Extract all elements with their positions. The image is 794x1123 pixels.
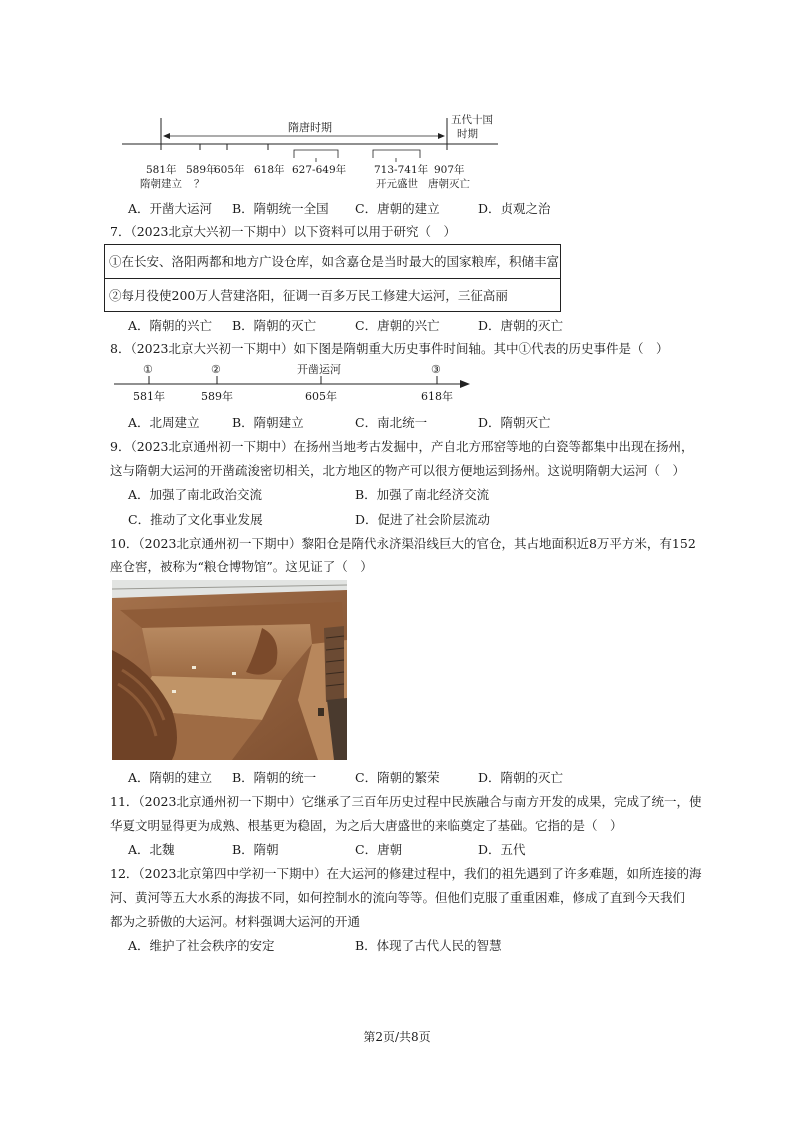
page-footer: 第2页/共8页 xyxy=(363,1030,431,1044)
q6-option-a[interactable]: A．开凿大运河 xyxy=(128,201,213,216)
q6-option-c[interactable]: C．唐朝的建立 xyxy=(355,201,440,216)
period-label: 隋唐时期 xyxy=(288,121,332,134)
q9-option-a[interactable]: A．加强了南北政治交流 xyxy=(128,487,263,502)
sui-events-timeline xyxy=(110,360,480,404)
tick-note-589: ？ xyxy=(194,178,205,190)
q10-stem-line-1: 10．（2023北京通州初一下期中）黎阳仓是隋代永济渠沿线巨大的官仓，其占地面积近8万平方米，有152 xyxy=(110,536,696,551)
q8-year-618: 618年 xyxy=(421,390,453,403)
q11-option-b[interactable]: B．隋朝 xyxy=(232,842,279,857)
q9-stem-line-2: 这与隋朝大运河的开凿疏浚密切相关，北方地区的物产可以很方便地运到扬州。这说明隋朝大运河（ ） xyxy=(110,463,686,478)
q8-mark-1: ① xyxy=(143,363,153,376)
q8-year-605: 605年 xyxy=(305,390,337,403)
right-label-2: 时期 xyxy=(457,128,478,140)
q11-stem-line-1: 11．（2023北京通州初一下期中）它继承了三百年历史过程中民族融合与南方开发的成果，完成了统一，使 xyxy=(110,794,702,809)
tick-year-627: 627-649年 xyxy=(292,164,347,176)
q6-option-d[interactable]: D．贞观之治 xyxy=(478,201,551,216)
tick-note-713: 开元盛世 xyxy=(376,178,418,190)
q7-option-a[interactable]: A．隋朝的兴亡 xyxy=(128,318,213,333)
q7-source-2: ②每月役使200万人营建洛阳，征调一百多万民工修建大运河，三征高丽 xyxy=(109,288,508,303)
liyang-granary-photo xyxy=(112,580,347,760)
q9-stem-line-1: 9．（2023北京通州初一下期中）在扬州当地考古发掘中，产自北方邢窑等地的白瓷等都集中出现在扬州， xyxy=(110,439,694,454)
q8-year-581: 581年 xyxy=(133,390,165,403)
q11-option-a[interactable]: A．北魏 xyxy=(128,842,175,857)
q6-option-b[interactable]: B．隋朝统一全国 xyxy=(232,201,329,216)
tick-year-605: 605年 xyxy=(214,164,245,176)
q8-option-c[interactable]: C．南北统一 xyxy=(355,415,428,430)
q8-option-b[interactable]: B．隋朝建立 xyxy=(232,415,304,430)
q10-option-b[interactable]: B．隋朝的统一 xyxy=(232,770,317,785)
tick-year-618: 618年 xyxy=(254,164,285,176)
q12-stem-line-1: 12．（2023北京第四中学初一下期中）在大运河的修建过程中，我们的祖先遇到了许多难题，如所连接的海 xyxy=(110,866,702,881)
right-label-1: 五代十国 xyxy=(451,114,493,126)
tick-year-581: 581年 xyxy=(146,164,177,176)
q9-option-c[interactable]: C．推动了文化事业发展 xyxy=(128,512,263,527)
q10-stem-line-2: 座仓窖，被称为“粮仓博物馆”。这见证了（ ） xyxy=(110,559,373,574)
q11-stem-line-2: 华夏文明显得更为成熟、根基更为稳固，为之后大唐盛世的来临奠定了基础。它指的是（ ） xyxy=(110,818,623,833)
q12-option-a[interactable]: A．维护了社会秩序的安定 xyxy=(128,938,275,953)
q8-stem: 8．（2023北京大兴初一下期中）如下图是隋朝重大历史事件时间轴。其中①代表的历史事件是（ ） xyxy=(110,341,669,356)
q8-option-d[interactable]: D．隋朝灭亡 xyxy=(478,415,551,430)
tick-year-907: 907年 xyxy=(434,164,465,176)
q7-stem: 7．（2023北京大兴初一下期中）以下资料可以用于研究（ ） xyxy=(110,224,457,239)
q7-option-d[interactable]: D．唐朝的灭亡 xyxy=(478,318,564,333)
q10-option-a[interactable]: A．隋朝的建立 xyxy=(128,770,213,785)
tick-year-713: 713-741年 xyxy=(374,164,429,176)
q7-source-1: ①在长安、洛阳两都和地方广设仓库，如含嘉仓是当时最大的国家粮库，积储丰富 xyxy=(105,245,560,279)
q7-option-c[interactable]: C．唐朝的兴亡 xyxy=(355,318,440,333)
sui-tang-timeline xyxy=(120,110,510,192)
tick-note-581: 隋朝建立 xyxy=(140,178,182,190)
q7-option-b[interactable]: B．隋朝的灭亡 xyxy=(232,318,317,333)
q9-option-b[interactable]: B．加强了南北经济交流 xyxy=(355,487,490,502)
tick-note-907: 唐朝灭亡 xyxy=(428,178,470,190)
q11-option-d[interactable]: D．五代 xyxy=(478,842,526,857)
q8-option-a[interactable]: A．北周建立 xyxy=(128,415,200,430)
q12-option-b[interactable]: B．体现了古代人民的智慧 xyxy=(355,938,502,953)
q10-option-d[interactable]: D．隋朝的灭亡 xyxy=(478,770,564,785)
q8-mark-canal: 开凿运河 xyxy=(297,363,341,376)
q7-source-box xyxy=(104,244,561,312)
q9-option-d[interactable]: D．促进了社会阶层流动 xyxy=(355,512,491,527)
q8-mark-2: ② xyxy=(211,363,221,376)
q10-option-c[interactable]: C．隋朝的繁荣 xyxy=(355,770,440,785)
q12-stem-line-3: 都为之骄傲的大运河。材料强调大运河的开通 xyxy=(110,914,361,929)
q12-stem-line-2: 河、黄河等五大水系的海拔不同，如何控制水的流向等等。但他们克服了重重困难，修成了直到今天我们 xyxy=(110,890,686,905)
q11-option-c[interactable]: C．唐朝 xyxy=(355,842,403,857)
q8-mark-3: ③ xyxy=(431,363,441,376)
q8-year-589: 589年 xyxy=(201,390,233,403)
tick-year-589: 589年 xyxy=(186,164,217,176)
